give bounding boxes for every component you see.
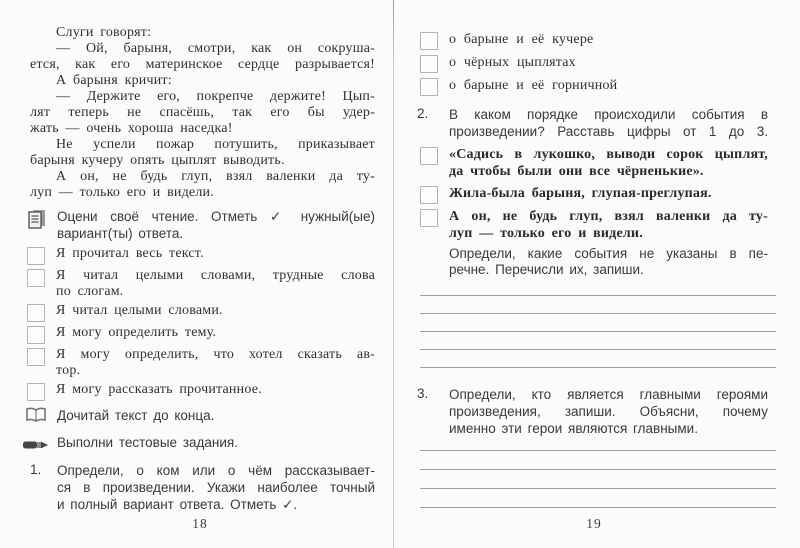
- checkbox-item-label: Я читал целыми словами, трудные слова: [56, 268, 375, 283]
- order-item-label: «Садись в лукошко, выводи сорок цыплят,: [449, 147, 768, 162]
- question-1-line: Определи, о ком или о чём рассказывает-: [57, 463, 375, 478]
- question-3: [417, 386, 768, 437]
- checkbox-item: [27, 303, 375, 322]
- question-number: 3.: [417, 386, 429, 401]
- story-line: А он, не будь глуп, взял валенки да ту-: [56, 169, 375, 184]
- order-item-label: А он, не будь глуп, взял валенки да ту-: [449, 209, 768, 224]
- checkbox-item: [27, 268, 375, 300]
- order-item: [420, 146, 768, 180]
- story-line: Не успели пожар потушить, приказывает: [56, 137, 375, 152]
- checkbox-item-label: Я могу рассказать прочитанное.: [56, 382, 262, 397]
- checkbox-item-label: Я прочитал весь текст.: [56, 246, 204, 261]
- writing-line[interactable]: [420, 451, 776, 470]
- story-line: барыня кучеру опять цыплят выводить.: [30, 153, 285, 168]
- checkbox-item-label: Я читал целыми словами.: [56, 303, 223, 318]
- story-line: — Ой, барыня, смотри, как он сокруша-: [56, 41, 375, 56]
- page-number-right: 19: [586, 516, 602, 531]
- question-1-line: и полный вариант ответа. Отметь ✓.: [57, 497, 298, 512]
- checkbox[interactable]: [27, 348, 45, 366]
- order-item-label: Жила-была барыня, глупая-преглупая.: [449, 186, 712, 201]
- writing-line[interactable]: [420, 332, 776, 350]
- checkbox[interactable]: [420, 55, 438, 73]
- question-2-items: [420, 146, 768, 245]
- question-1-options: [420, 31, 768, 99]
- question-3-line: именно эти герои являются главными.: [449, 421, 698, 436]
- writing-line[interactable]: [420, 350, 776, 368]
- task-read-to-end: [25, 407, 375, 428]
- order-item-label: луп — только его и видели.: [449, 226, 643, 241]
- option-label: о барыне и её горничной: [449, 78, 618, 93]
- checkbox-item: [27, 347, 375, 379]
- checkbox-item-label: тор.: [56, 363, 81, 378]
- checkbox[interactable]: [27, 326, 45, 344]
- checkbox-item: [27, 325, 375, 344]
- checkbox-item-label: Я могу определить тему.: [56, 325, 217, 340]
- checkbox-option: [420, 31, 768, 50]
- writing-line[interactable]: [420, 278, 776, 296]
- option-label: о чёрных цыплятах: [449, 55, 576, 70]
- checkbox-option: [420, 54, 768, 73]
- checkbox[interactable]: [420, 32, 438, 50]
- story-line: лят теперь не спасёшь, так его бы удер-: [30, 105, 375, 120]
- page-gutter-divider: [393, 0, 394, 548]
- checkbox-option: [420, 77, 768, 96]
- question-2-line: произведении? Расставь цифры от 1 до 3.: [449, 124, 768, 139]
- order-item-label: да чтобы были они все чёрненькие».: [449, 164, 704, 179]
- writing-line[interactable]: [420, 470, 776, 489]
- question-1-line: ся в произведении. Укажи наиболее точный: [57, 480, 375, 495]
- story-line: — Держите его, покрепче держите! Цып-: [56, 89, 375, 104]
- writing-line[interactable]: [420, 432, 776, 451]
- story-line: А барыня кричит:: [56, 73, 172, 88]
- story-line: Слуги говорят:: [56, 25, 152, 40]
- assessment-list: [27, 246, 375, 404]
- checkbox[interactable]: [27, 247, 45, 265]
- question-2: [417, 106, 768, 140]
- task-read-to-end-label: Дочитай текст до конца.: [57, 408, 215, 423]
- task-do-tests: [23, 434, 375, 455]
- question-number: 1.: [30, 462, 42, 477]
- story-line: ется, как его материнское сердце разрывается!: [30, 57, 375, 72]
- order-item: [420, 185, 768, 204]
- checklist-icon: [27, 208, 57, 235]
- writing-line[interactable]: [420, 314, 776, 332]
- checkbox[interactable]: [420, 209, 438, 227]
- page-number-left: 18: [192, 516, 208, 531]
- followup-line: Определи, какие события не указаны в пе-: [449, 246, 768, 261]
- story-text: [30, 25, 375, 201]
- question-3-line: Определи, кто является главными героями: [449, 387, 768, 402]
- writing-line[interactable]: [420, 489, 776, 508]
- followup-line: речне. Перечисли их, запиши.: [449, 262, 644, 277]
- writing-line[interactable]: [420, 296, 776, 314]
- checkbox-item-label: по слогам.: [56, 284, 124, 299]
- book-icon: [25, 407, 57, 428]
- assessment-heading-line: вариант(ты) ответа.: [57, 226, 184, 241]
- question-2-followup: [449, 246, 768, 278]
- answer-lines-block-2: [420, 432, 776, 508]
- assessment-heading-line: Оцени своё чтение. Отметь ✓ нужный(ые): [57, 209, 375, 224]
- order-item: [420, 208, 768, 242]
- right-page: [408, 0, 800, 548]
- question-1: [30, 462, 375, 513]
- checkbox[interactable]: [420, 78, 438, 96]
- checkbox[interactable]: [27, 269, 45, 287]
- option-label: о барыне и её кучере: [449, 32, 594, 47]
- checkbox[interactable]: [27, 304, 45, 322]
- question-number: 2.: [417, 106, 429, 121]
- assessment-heading: [27, 208, 375, 242]
- question-3-line: произведения, запиши. Объясни, почему: [449, 404, 768, 419]
- checkbox-item-label: Я могу определить, что хотел сказать ав-: [56, 347, 375, 362]
- checkbox-item: [27, 382, 375, 401]
- task-do-tests-label: Выполни тестовые задания.: [57, 435, 238, 450]
- checkbox[interactable]: [420, 147, 438, 165]
- story-line: луп — только его и видели.: [30, 185, 214, 200]
- checkbox-item: [27, 246, 375, 265]
- checkbox[interactable]: [420, 186, 438, 204]
- question-2-line: В каком порядке происходили события в: [449, 107, 768, 122]
- checkbox[interactable]: [27, 383, 45, 401]
- story-line: жать — очень хороша наседка!: [30, 121, 233, 136]
- answer-lines-block-1: [420, 278, 776, 368]
- pencil-icon: [23, 437, 57, 455]
